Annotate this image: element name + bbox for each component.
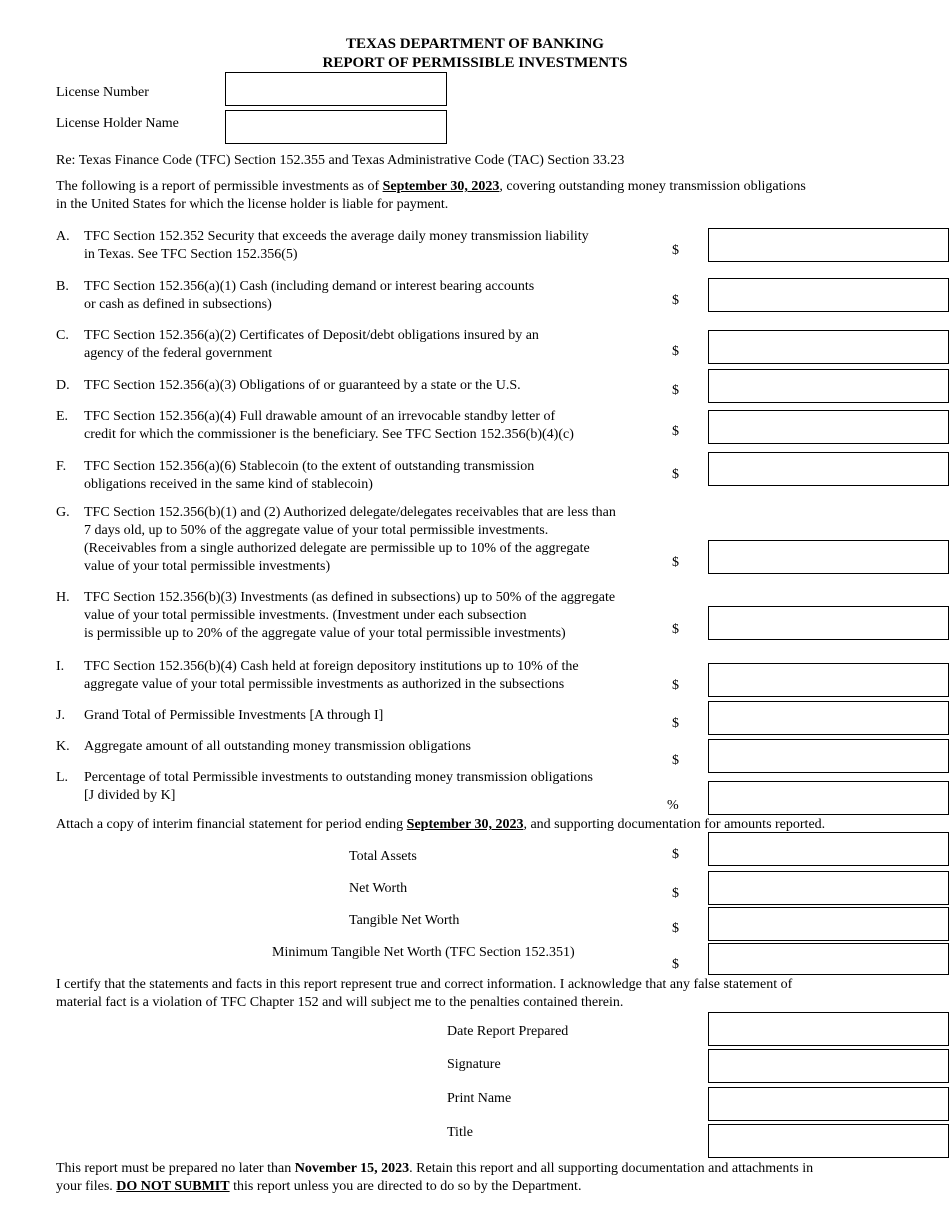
- item-d-dollar-sign: $: [672, 383, 679, 398]
- item-g-dollar-sign: $: [672, 555, 679, 570]
- tangible-net-worth-field[interactable]: [708, 907, 949, 941]
- date-report-prepared-label: Date Report Prepared: [447, 1024, 569, 1039]
- item-l-description: Percentage of total Permissible investments to outstanding money transmission obligations [J divided by K]: [84, 770, 593, 803]
- item-k-dollar-sign: $: [672, 753, 679, 768]
- item-c-amount-field[interactable]: [708, 330, 949, 364]
- item-a-letter: A.: [56, 229, 70, 244]
- certification-statement: I certify that the statements and facts in this report represent true and correct information. I acknowledge that any false statement of material fact is a violation of TFC Chapter 152 and will subject me to the penalties contained therein.: [56, 977, 793, 1010]
- attach-period-date: September 30, 2023: [406, 817, 524, 832]
- license-holder-name-label: License Holder Name: [56, 116, 179, 131]
- deadline-date: November 15, 2023: [294, 1161, 410, 1176]
- item-e-letter: E.: [56, 409, 69, 424]
- signature-field[interactable]: [708, 1049, 949, 1083]
- date-report-prepared-field[interactable]: [708, 1012, 949, 1046]
- item-i-letter: I.: [56, 659, 65, 674]
- item-g-letter: G.: [56, 505, 70, 520]
- item-k-description: Aggregate amount of all outstanding money transmission obligations: [84, 739, 471, 754]
- item-h-dollar-sign: $: [672, 622, 679, 637]
- item-k-amount-field[interactable]: [708, 739, 949, 773]
- item-h-letter: H.: [56, 590, 70, 605]
- do-not-submit-notice: DO NOT SUBMIT: [116, 1179, 230, 1194]
- item-f-amount-field[interactable]: [708, 452, 949, 486]
- item-j-amount-field[interactable]: [708, 701, 949, 735]
- tangible-net-worth-dollar-sign: $: [672, 921, 679, 936]
- item-g-amount-field[interactable]: [708, 540, 949, 574]
- footer-notice: This report must be prepared no later than November 15, 2023. Retain this report and all supporting documentation and attachments in your files. DO NOT SUBMIT this report unless you are directed to do so by the Department.: [56, 1161, 814, 1194]
- item-j-description: Grand Total of Permissible Investments [A through I]: [84, 708, 384, 723]
- item-l-letter: L.: [56, 770, 69, 785]
- item-h-amount-field[interactable]: [708, 606, 949, 640]
- item-k-letter: K.: [56, 739, 70, 754]
- report-date: September 30, 2023: [382, 179, 500, 194]
- re-line: Re: Texas Finance Code (TFC) Section 152.355 and Texas Administrative Code (TAC) Section 33.23: [56, 153, 625, 168]
- item-c-dollar-sign: $: [672, 344, 679, 359]
- item-a-description: TFC Section 152.352 Security that exceeds the average daily money transmission liability in Texas. See TFC Section 152.356(5): [84, 229, 589, 262]
- print-name-field[interactable]: [708, 1087, 949, 1121]
- item-d-description: TFC Section 152.356(a)(3) Obligations of or guaranteed by a state or the U.S.: [84, 378, 521, 393]
- license-number-field[interactable]: [225, 72, 447, 106]
- minimum-tangible-net-worth-field[interactable]: [708, 943, 949, 975]
- title-field[interactable]: [708, 1124, 949, 1158]
- item-i-amount-field[interactable]: [708, 663, 949, 697]
- print-name-label: Print Name: [447, 1091, 512, 1106]
- item-e-description: TFC Section 152.356(a)(4) Full drawable amount of an irrevocable standby letter of credit for which the commissioner is the beneficiary. See TFC Section 152.356(b)(4)(c): [84, 409, 574, 442]
- report-statement: The following is a report of permissible investments as of September 30, 2023, covering outstanding money transmission obligations in the United States for which the license holder is liable for payment.: [56, 179, 806, 212]
- item-b-description: TFC Section 152.356(a)(1) Cash (including demand or interest bearing accounts or cash as defined in subsections): [84, 279, 535, 312]
- item-g-description: TFC Section 152.356(b)(1) and (2) Authorized delegate/delegates receivables that are less than 7 days old, up to 50% of the aggregate value of your total permissible investments. (Receivables from a single authorized delegate are permissible up to 10% of the aggregate value of your total permissible investments): [84, 505, 616, 574]
- item-f-description: TFC Section 152.356(a)(6) Stablecoin (to the extent of outstanding transmission obligations received in the same kind of stablecoin): [84, 459, 535, 492]
- item-d-letter: D.: [56, 378, 70, 393]
- item-f-dollar-sign: $: [672, 467, 679, 482]
- item-e-amount-field[interactable]: [708, 410, 949, 444]
- item-j-dollar-sign: $: [672, 716, 679, 731]
- net-worth-dollar-sign: $: [672, 886, 679, 901]
- item-a-dollar-sign: $: [672, 243, 679, 258]
- item-i-description: TFC Section 152.356(b)(4) Cash held at foreign depository institutions up to 10% of the aggregate value of your total permissible investments as authorized in the subsections: [84, 659, 579, 692]
- item-a-amount-field[interactable]: [708, 228, 949, 262]
- item-b-letter: B.: [56, 279, 69, 294]
- item-b-amount-field[interactable]: [708, 278, 949, 312]
- total-assets-field[interactable]: [708, 832, 949, 866]
- license-number-label: License Number: [56, 85, 149, 100]
- signature-label: Signature: [447, 1057, 501, 1072]
- total-assets-dollar-sign: $: [672, 847, 679, 862]
- tangible-net-worth-label: Tangible Net Worth: [349, 913, 460, 928]
- item-c-letter: C.: [56, 328, 69, 343]
- title-label: Title: [447, 1125, 473, 1140]
- net-worth-field[interactable]: [708, 871, 949, 905]
- net-worth-label: Net Worth: [349, 881, 408, 896]
- item-j-letter: J.: [56, 708, 65, 723]
- item-i-dollar-sign: $: [672, 678, 679, 693]
- item-b-dollar-sign: $: [672, 293, 679, 308]
- attach-statement: Attach a copy of interim financial statement for period ending September 30, 2023, and supporting documentation for amounts reported.: [56, 817, 826, 832]
- item-l-percentage-field[interactable]: [708, 781, 949, 815]
- item-h-description: TFC Section 152.356(b)(3) Investments (as defined in subsections) up to 50% of the aggregate value of your total permissible investments. (Investment under each subsection is permissible up to 20% of the aggregate value of your total permissible investments): [84, 590, 616, 641]
- minimum-tangible-net-worth-label: Minimum Tangible Net Worth (TFC Section 152.351): [272, 945, 575, 960]
- total-assets-label: Total Assets: [349, 849, 417, 864]
- minimum-tangible-net-worth-dollar-sign: $: [672, 957, 679, 972]
- report-title-line1: TEXAS DEPARTMENT OF BANKING: [346, 36, 604, 52]
- item-f-letter: F.: [56, 459, 67, 474]
- item-d-amount-field[interactable]: [708, 369, 949, 403]
- item-c-description: TFC Section 152.356(a)(2) Certificates of Deposit/debt obligations insured by an agency of the federal government: [84, 328, 539, 361]
- license-holder-name-field[interactable]: [225, 110, 447, 144]
- report-title-line2: REPORT OF PERMISSIBLE INVESTMENTS: [322, 55, 628, 71]
- item-e-dollar-sign: $: [672, 424, 679, 439]
- item-l-percent-sign: %: [667, 798, 679, 813]
